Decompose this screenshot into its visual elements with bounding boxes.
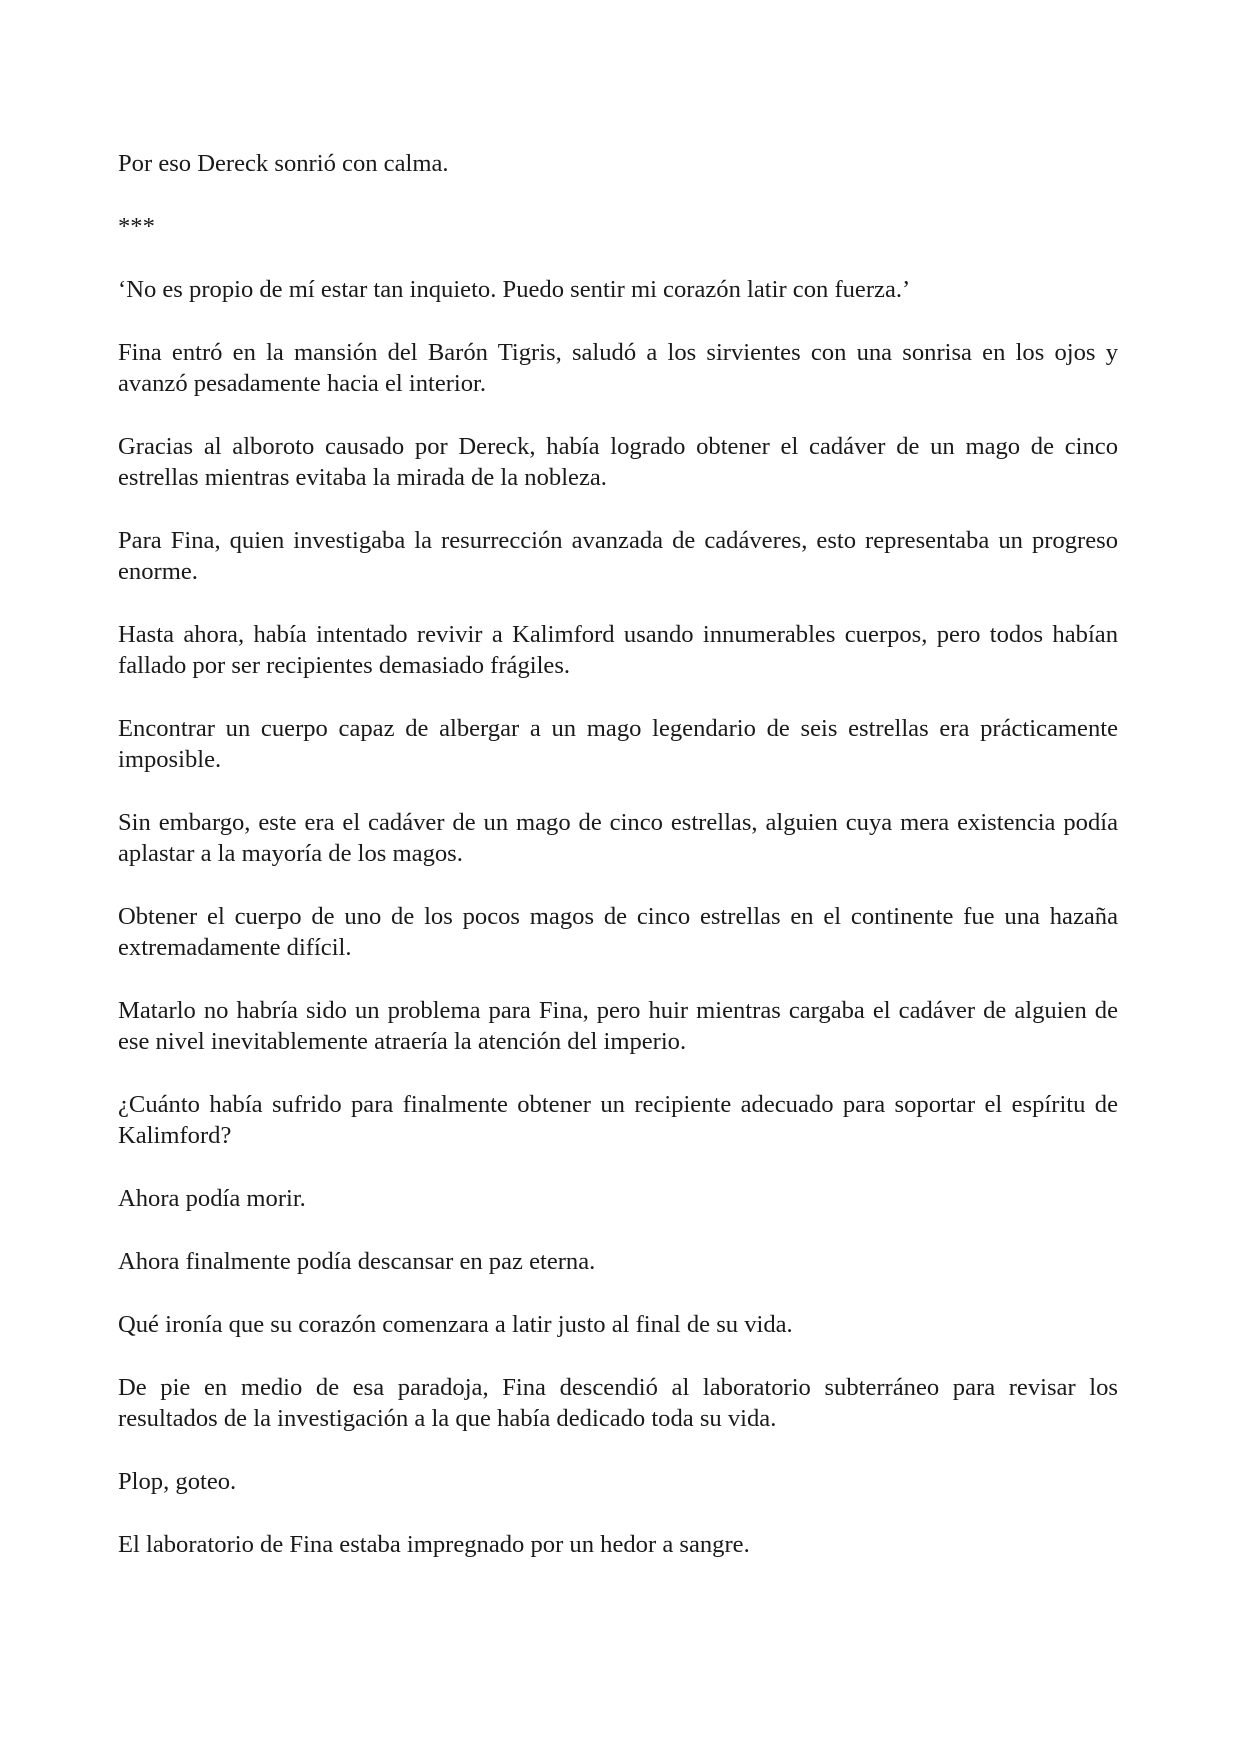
paragraph-16: De pie en medio de esa paradoja, Fina descendió al laboratorio subterráneo para revisar los resultados de la investigación a la que había dedicado toda su vida. [118, 1374, 1118, 1432]
scene-break: *** [118, 213, 155, 240]
paragraph-3: ‘No es propio de mí estar tan inquieto. Puedo sentir mi corazón latir con fuerza.’ [118, 276, 911, 303]
paragraph-17: Plop, goteo. [118, 1468, 237, 1495]
paragraph-4: Fina entró en la mansión del Barón Tigris, saludó a los sirvientes con una sonrisa en los ojos y avanzó pesadamente hacia el interior. [118, 339, 1118, 397]
paragraph-1: Por eso Dereck sonrió con calma. [118, 150, 449, 177]
paragraph-13: Ahora podía morir. [118, 1185, 306, 1212]
document-body [118, 148, 1118, 1592]
paragraph-14: Ahora finalmente podía descansar en paz eterna. [118, 1248, 596, 1275]
paragraph-8: Encontrar un cuerpo capaz de albergar a un mago legendario de seis estrellas era prácticamente imposible. [118, 715, 1118, 773]
paragraph-12: ¿Cuánto había sufrido para finalmente obtener un recipiente adecuado para soportar el espíritu de Kalimford? [118, 1091, 1118, 1149]
paragraph-15: Qué ironía que su corazón comenzara a latir justo al final de su vida. [118, 1311, 793, 1338]
paragraph-6: Para Fina, quien investigaba la resurrección avanzada de cadáveres, esto representaba un progreso enorme. [118, 527, 1118, 585]
paragraph-18: El laboratorio de Fina estaba impregnado por un hedor a sangre. [118, 1531, 750, 1558]
paragraph-9: Sin embargo, este era el cadáver de un mago de cinco estrellas, alguien cuya mera existencia podía aplastar a la mayoría de los magos. [118, 809, 1118, 867]
paragraph-5: Gracias al alboroto causado por Dereck, había logrado obtener el cadáver de un mago de cinco estrellas mientras evitaba la mirada de la nobleza. [118, 433, 1118, 491]
paragraph-7: Hasta ahora, había intentado revivir a Kalimford usando innumerables cuerpos, pero todos habían fallado por ser recipientes demasiado frágiles. [118, 621, 1118, 679]
paragraph-11: Matarlo no habría sido un problema para Fina, pero huir mientras cargaba el cadáver de alguien de ese nivel inevitablemente atraería la atención del imperio. [118, 997, 1118, 1055]
paragraph-10: Obtener el cuerpo de uno de los pocos magos de cinco estrellas en el continente fue una hazaña extremadamente difícil. [118, 903, 1118, 961]
